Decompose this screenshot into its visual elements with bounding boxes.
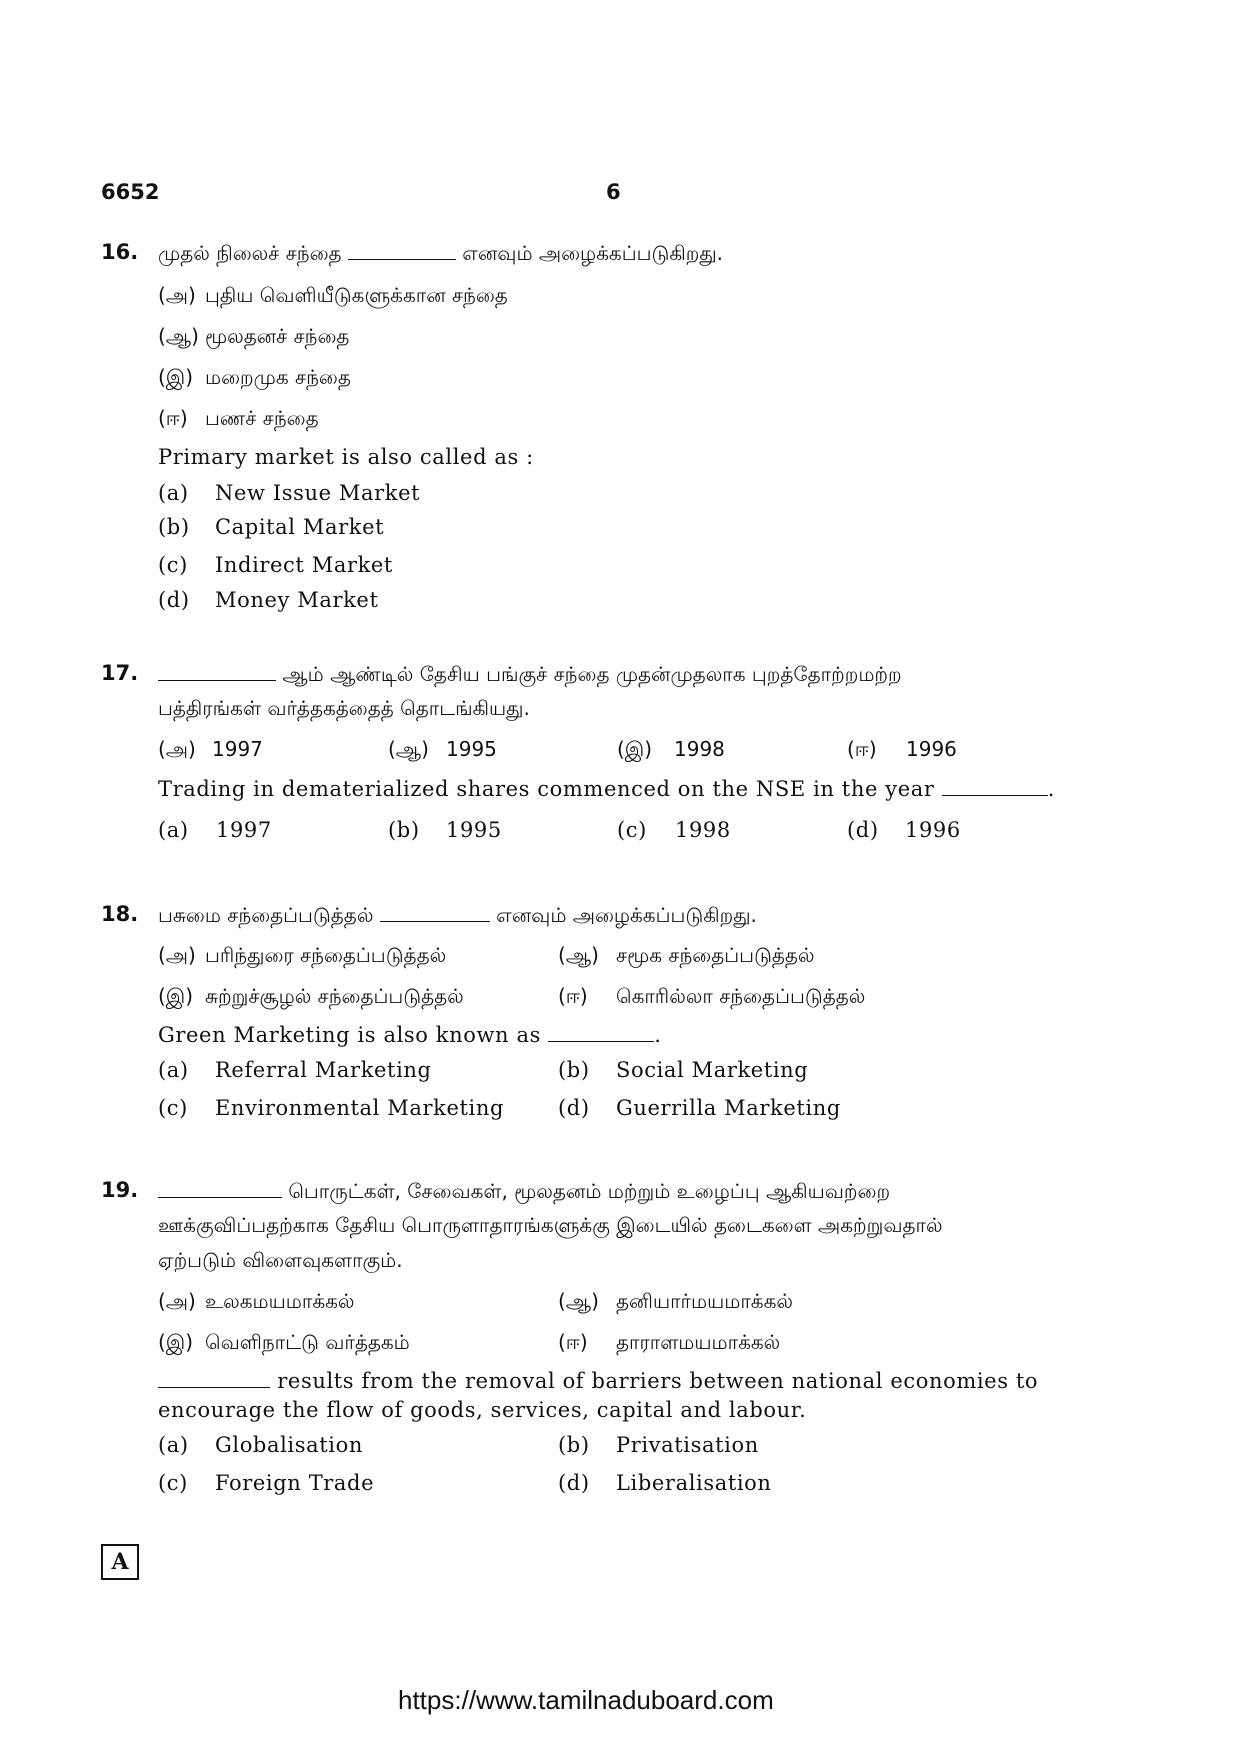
question-tamil-stem: ஆம் ஆண்டில் தேசிய பங்குச் சந்தை முதன்முதலாக புறத்தோற்றமற்ற — [158, 662, 902, 689]
english-option: (c) Foreign Trade — [158, 1471, 375, 1495]
english-option: (b) Capital Market — [158, 515, 385, 539]
question-tamil-stem: முதல் நிலைச் சந்தை எனவும் அழைக்கப்படுகிறது. — [158, 241, 724, 265]
question-number: 16. — [101, 240, 139, 264]
page-number: 6 — [606, 180, 621, 204]
tamil-option: (இ) வெளிநாட்டு வர்த்தகம் — [158, 1330, 410, 1354]
english-option: (a) New Issue Market — [158, 481, 421, 505]
answer-blank — [380, 920, 490, 922]
question-tamil-stem: பசுமை சந்தைப்படுத்தல் எனவும் அழைக்கப்படுகிறது. — [158, 903, 757, 927]
version-badge: A — [101, 1544, 139, 1580]
tamil-option: (அ) புதிய வெளியீடுகளுக்கான சந்தை — [158, 283, 508, 307]
question-tamil-stem: பொருட்கள், சேவைகள், மூலதனம் மற்றும் உழைப்பு ஆகியவற்றை — [158, 1179, 890, 1206]
english-option: (d) Liberalisation — [558, 1471, 772, 1495]
english-option: (c) Environmental Marketing — [158, 1096, 504, 1120]
question-english-stem: results from the removal of barriers between national economies to — [158, 1369, 1038, 1393]
english-option: (a) Globalisation — [158, 1433, 363, 1457]
question-english-stem: Green Marketing is also known as . — [158, 1023, 662, 1047]
question-tamil-stem-line3: ஏற்படும் விளைவுகளாகும். — [158, 1248, 403, 1272]
english-option: (d) Money Market — [158, 588, 379, 612]
question-tamil-stem-line2: ஊக்குவிப்பதற்காக தேசிய பொருளாதாரங்களுக்கு இடையில் தடைகளை அகற்றுவதால் — [158, 1213, 943, 1237]
answer-blank — [158, 1386, 270, 1388]
english-option: (b) Social Marketing — [558, 1058, 809, 1082]
tamil-option: (இ) சுற்றுச்சூழல் சந்தைப்படுத்தல் — [158, 984, 464, 1008]
tamil-option: (ஆ) மூலதனச் சந்தை — [158, 324, 350, 348]
tamil-option: (ஆ) தனியார்மயமாக்கல் — [558, 1289, 793, 1313]
question-english-stem: Trading in dematerialized shares commenced on the NSE in the year . — [158, 777, 1056, 801]
answer-blank — [348, 258, 456, 260]
tamil-option: (ஈ) கொரில்லா சந்தைப்படுத்தல் — [558, 984, 866, 1008]
english-option: (b) Privatisation — [558, 1433, 759, 1457]
tamil-option: (இ) மறைமுக சந்தை — [158, 365, 351, 389]
question-paper-code: 6652 — [101, 180, 160, 204]
question-number: 19. — [101, 1178, 139, 1202]
tamil-option: (ஈ) தாராளமயமாக்கல் — [558, 1330, 781, 1354]
tamil-option: (ஆ) சமூக சந்தைப்படுத்தல் — [558, 943, 815, 967]
english-option: (d) Guerrilla Marketing — [558, 1096, 841, 1120]
tamil-option: (அ) பரிந்துரை சந்தைப்படுத்தல் — [158, 943, 447, 967]
question-english-stem: Primary market is also called as : — [158, 445, 534, 469]
tamil-option: (இ) 1998 — [617, 737, 725, 761]
tamil-option: (அ) 1997 — [158, 737, 263, 761]
tamil-option: (ஈ) பணச் சந்தை — [158, 406, 319, 430]
english-option: (d) 1996 — [847, 818, 961, 842]
question-tamil-stem-line2: பத்திரங்கள் வர்த்தகத்தைத் தொடங்கியது. — [158, 696, 530, 720]
tamil-option: (ஈ) 1996 — [847, 737, 957, 761]
answer-blank — [158, 679, 276, 681]
english-option: (c) 1998 — [617, 818, 731, 842]
question-number: 18. — [101, 902, 139, 926]
answer-blank — [158, 1196, 282, 1198]
english-option: (c) Indirect Market — [158, 553, 393, 577]
english-option: (b) 1995 — [388, 818, 502, 842]
answer-blank — [942, 794, 1048, 796]
tamil-option: (அ) உலகமயமாக்கல் — [158, 1289, 355, 1313]
english-option: (a) 1997 — [158, 818, 272, 842]
question-english-stem-line2: encourage the flow of goods, services, capital and labour. — [158, 1398, 807, 1422]
tamil-option: (ஆ) 1995 — [388, 737, 497, 761]
source-url[interactable]: https://www.tamilnaduboard.com — [398, 1685, 774, 1715]
english-option: (a) Referral Marketing — [158, 1058, 432, 1082]
question-number: 17. — [101, 661, 139, 685]
answer-blank — [548, 1040, 654, 1042]
